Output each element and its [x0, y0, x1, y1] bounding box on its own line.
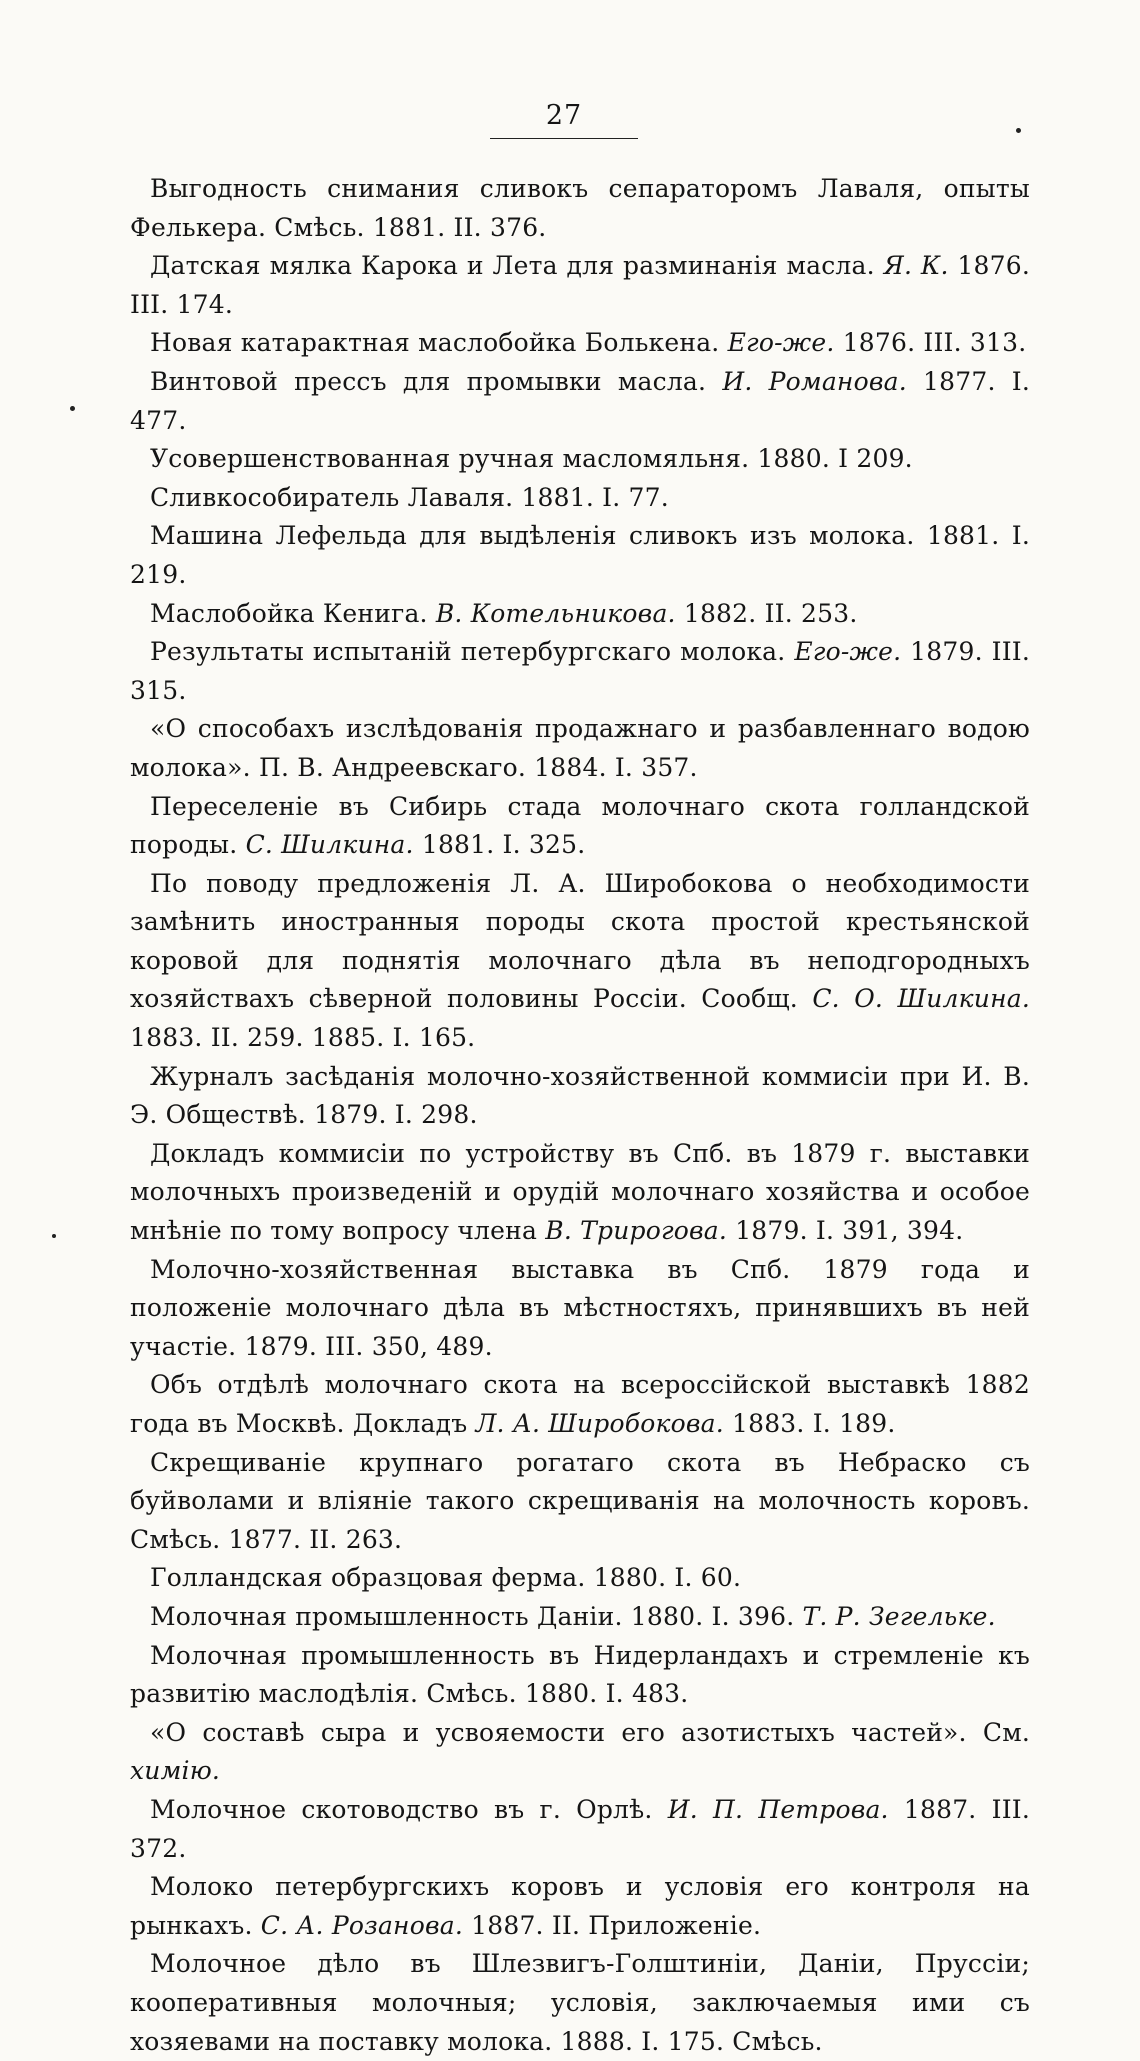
entry-text: Молоко петербургскихъ коровъ и условія его контроля на рынкахъ.: [130, 1872, 1030, 1940]
entry-text: Журналъ засѣданія молочно-хозяйственной коммисіи при И. В. Э. Обществѣ. 1879. I. 298.: [130, 1061, 1030, 1130]
bibliography-entry: [130, 1598, 1030, 1637]
bibliography-entry: [130, 865, 1030, 1058]
entry-text: Выгодность снимания сливокъ сепараторомъ Лаваля, опыты Фелькера. Смѣсь. 1881. II. 376.: [130, 174, 1030, 242]
print-speck: [1016, 128, 1021, 133]
page-number-rule: [490, 138, 638, 139]
entry-author: Его-же.: [727, 328, 835, 358]
entry-text: Молочно-хозяйственная выставка въ Спб. 1879 года и положеніе молочнаго дѣла въ мѣстностяхъ, принявшихъ въ ней участіе. 1879. III. 350, 489.: [130, 1254, 1030, 1361]
entry-text: 1879. I. 391, 394.: [727, 1216, 964, 1246]
entry-text: Докладъ коммисіи по устройству въ Спб. въ 1879 г. выставки молочныхъ произведеній и орудій молочнаго хозяйства и особое мнѣніе по тому вопросу члена: [130, 1138, 1030, 1246]
bibliography-entry: [130, 1559, 1030, 1598]
bibliography-entry: [130, 1135, 1030, 1251]
bibliography-entry: [130, 1868, 1030, 1945]
entry-author: С. О. Шилкина.: [812, 984, 1030, 1014]
entry-author: В. Котельникова.: [435, 598, 676, 628]
bibliography-entry: [130, 788, 1030, 865]
bibliography-entry: [130, 170, 1030, 247]
bibliography-entry: [130, 324, 1030, 363]
print-speck: [52, 1234, 56, 1238]
entry-text: 1882. II. 253.: [675, 598, 858, 628]
bibliography-entry: [130, 363, 1030, 440]
entry-text: 1881. I. 325.: [413, 830, 586, 860]
entry-author: Л. А. Широбокова.: [475, 1409, 724, 1438]
entry-text: Молочная промышленность въ Нидерландахъ и стремленіе къ развитію маслодѣлія. Смѣсь. 1880. I. 483.: [130, 1640, 1030, 1709]
bibliography-entry: [130, 1058, 1030, 1135]
bibliography-entry: [130, 1791, 1030, 1868]
entry-author: Я. К.: [883, 251, 949, 281]
entry-text: Результаты испытаній петербургскаго молока.: [150, 637, 795, 667]
entry-author: И. Романова.: [722, 366, 907, 396]
bibliography-entry: [130, 1366, 1030, 1443]
entry-text: 1883. I. 189.: [723, 1409, 896, 1438]
entry-text: Маслобойка Кенига.: [150, 598, 436, 628]
entry-text: По поводу предложенія Л. А. Широбокова о необходимости замѣнить иностранныя породы скота простой крестьянской коровой для поднятія молочнаго дѣла въ неподгородныхъ хозяйствахъ сѣверной половины Россіи. Сообщ.: [130, 868, 1030, 1014]
bibliography-entry: [130, 633, 1030, 710]
bibliography-entry: [130, 440, 1030, 479]
entry-text: 1876. III. 174.: [130, 251, 1030, 319]
entry-text: Голландская образцовая ферма. 1880. I. 60.: [150, 1563, 742, 1593]
entry-text: Датская мялка Карока и Лета для разминанія масла.: [150, 251, 884, 281]
entry-author: И. П. Петрова.: [667, 1794, 889, 1824]
entry-text: Сливкособиратель Лаваля. 1881. I. 77.: [150, 482, 669, 512]
print-speck: [70, 406, 75, 411]
entry-text: Усовершенствованная ручная масломяльня. 1880. I 209.: [150, 444, 913, 474]
bibliography-entry: [130, 1945, 1030, 2061]
entry-text: 1883. II. 259. 1885. I. 165.: [130, 1023, 476, 1053]
bibliography-entry: [130, 595, 1030, 634]
entry-text: Машина Лефельда для выдѣленія сливокъ изъ молока. 1881. I. 219.: [130, 521, 1030, 589]
entry-text: 1879. III. 315.: [130, 637, 1030, 705]
bibliography-entry: [130, 1444, 1030, 1560]
bibliography-entry: [130, 1714, 1030, 1791]
entry-author: В. Трирогова.: [545, 1216, 728, 1246]
entry-text: Молочная промышленность Даніи. 1880. I. 396.: [150, 1601, 803, 1631]
entry-text: Новая катарактная маслобойка Болькена.: [150, 328, 728, 358]
entry-text: Винтовой прессъ для промывки масла.: [150, 366, 723, 396]
bibliography-entry: [130, 479, 1030, 518]
bibliography-entries: [130, 170, 1030, 2061]
entry-text: 1887. II. Приложеніе.: [462, 1910, 762, 1940]
bibliography-entry: [130, 1251, 1030, 1367]
entry-text: Объ отдѣлѣ молочнаго скота на всероссійской выставкѣ 1882 года въ Москвѣ. Докладъ: [130, 1370, 1030, 1438]
entry-text: 1877. I. 477.: [130, 366, 1030, 435]
bibliography-entry: [130, 247, 1030, 324]
entry-text: Переселеніе въ Сибирь стада молочнаго скота голландской породы.: [130, 791, 1030, 860]
bibliography-entry: [130, 1637, 1030, 1714]
entry-author: химію.: [130, 1756, 221, 1786]
entry-text: «О составѣ сыра и усвояемости его азотистыхъ частей». См.: [150, 1717, 1030, 1747]
page-number: 27: [545, 100, 583, 131]
bibliography-entry: [130, 517, 1030, 594]
entry-text: 1876. III. 313.: [834, 328, 1027, 358]
entry-author: С. Шилкина.: [245, 830, 414, 860]
entry-author: Т. Р. Зегельке.: [802, 1601, 996, 1631]
entry-text: Молочное скотоводство въ г. Орлѣ.: [150, 1794, 668, 1824]
entry-text: Скрещиваніе крупнаго рогатаго скота въ Небраско съ буйволами и вліяніе такого скрещиванія на молочность коровъ. Смѣсь. 1877. II. 263.: [130, 1447, 1030, 1554]
entry-text: Молочное дѣло въ Шлезвигъ-Голштиніи, Даніи, Пруссіи; кооперативныя молочныя; условія, заключаемыя ими съ хозяевами на поставку молока. 1888. I. 175. Смѣсь.: [130, 1949, 1030, 2056]
entry-author: С. А. Розанова.: [260, 1910, 463, 1940]
entry-text: «О способахъ изслѣдованія продажнаго и разбавленнаго водою молока». П. В. Андреевскаго. 1884. I. 357.: [130, 714, 1030, 782]
bibliography-entry: [130, 710, 1030, 787]
entry-text: 1887. III. 372.: [130, 1794, 1030, 1863]
entry-author: Его-же.: [794, 637, 902, 667]
